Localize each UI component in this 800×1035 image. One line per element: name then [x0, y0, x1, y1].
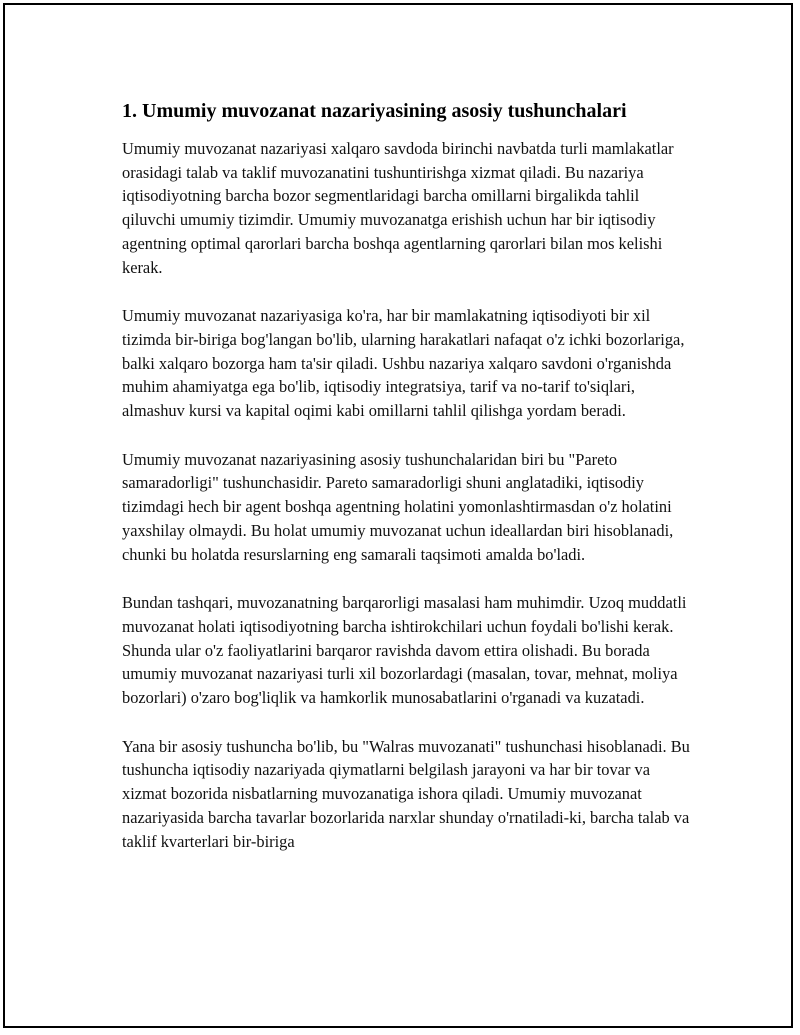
paragraph-2: Umumiy muvozanat nazariyasiga ko'ra, har bir mamlakatning iqtisodiyoti bir xil tizimda bir-biriga bog'langan bo'lib, ularning harakatlari nafaqat o'z ichki bozorlariga, balki xalqaro bozorga ham ta'sir qiladi. Ushbu nazariya xalqaro savdoni o'rganishda muhim ahamiyatga ega bo'lib, iqtisodiy integratsiya, tarif va no-tarif to'siqlari, almashuv kursi va kapital oqimi kabi omillarni tahlil qilishga yordam beradi.: [122, 306, 685, 421]
paragraph-3: Umumiy muvozanat nazariyasining asosiy tushunchalaridan biri bu "Pareto samaradorligi" tushunchasidir. Pareto samaradorligi shuni anglatadiki, iqtisodiy tizimdagi hech bir agent boshqa agentning holatini yomonlashtirmasdan o'z holatini yaxshilay olmaydi. Bu holat umumiy muvozanat uchun ideallardan biri hisoblanadi, chunki bu holatda resurslarning eng samarali taqsimoti amalda bo'ladi.: [122, 449, 674, 564]
paragraph-5: Yana bir asosiy tushuncha bo'lib, bu "Walras muvozanati" tushunchasi hisoblanadi. Bu tushuncha iqtisodiy nazariyada qiymatlarni belgilash jarayoni va har bir tovar va xizmat bozorida nisbatlarning muvozanatiga ishora qiladi. Umumiy muvozanat nazariyasida barcha tavarlar bozorlarida narxlar shunday o'rnatiladi-ki, barcha talab va taklif kvarterlari bir-biriga: [122, 736, 690, 851]
paragraph-1: Umumiy muvozanat nazariyasi xalqaro savdoda birinchi navbatda turli mamlakatlar orasidagi talab va taklif muvozanatini tushuntirishga xizmat qiladi. Bu nazariya iqtisodiyotning barcha bozor segmentlaridagi barcha omillarni birgalikda tahlil qiluvchi umumiy tizimdir. Umumiy muvozanatga erishish uchun har bir iqtisodiy agentning optimal qarorlari barcha boshqa agentlarning qarorlari bilan mos kelishi kerak.: [122, 139, 674, 277]
document-body: [122, 97, 690, 878]
section-heading: 1. Umumiy muvozanat nazariyasining asosiy tushunchalari: [122, 100, 627, 122]
paragraph-4: Bundan tashqari, muvozanatning barqarorligi masalasi ham muhimdir. Uzoq muddatli muvozanat holati iqtisodiyotning barcha ishtirokchilari uchun foydali bo'lishi kerak. Shunda ular o'z faoliyatlarini barqaror ravishda davom ettira olishadi. Bu borada umumiy muvozanat nazariyasi turli xil bozorlardagi (masalan, tovar, mehnat, moliya bozorlari) o'zaro bog'liqlik va hamkorlik munosabatlarini o'rganadi va kuzatadi.: [122, 593, 687, 708]
page-frame: [3, 3, 793, 1028]
